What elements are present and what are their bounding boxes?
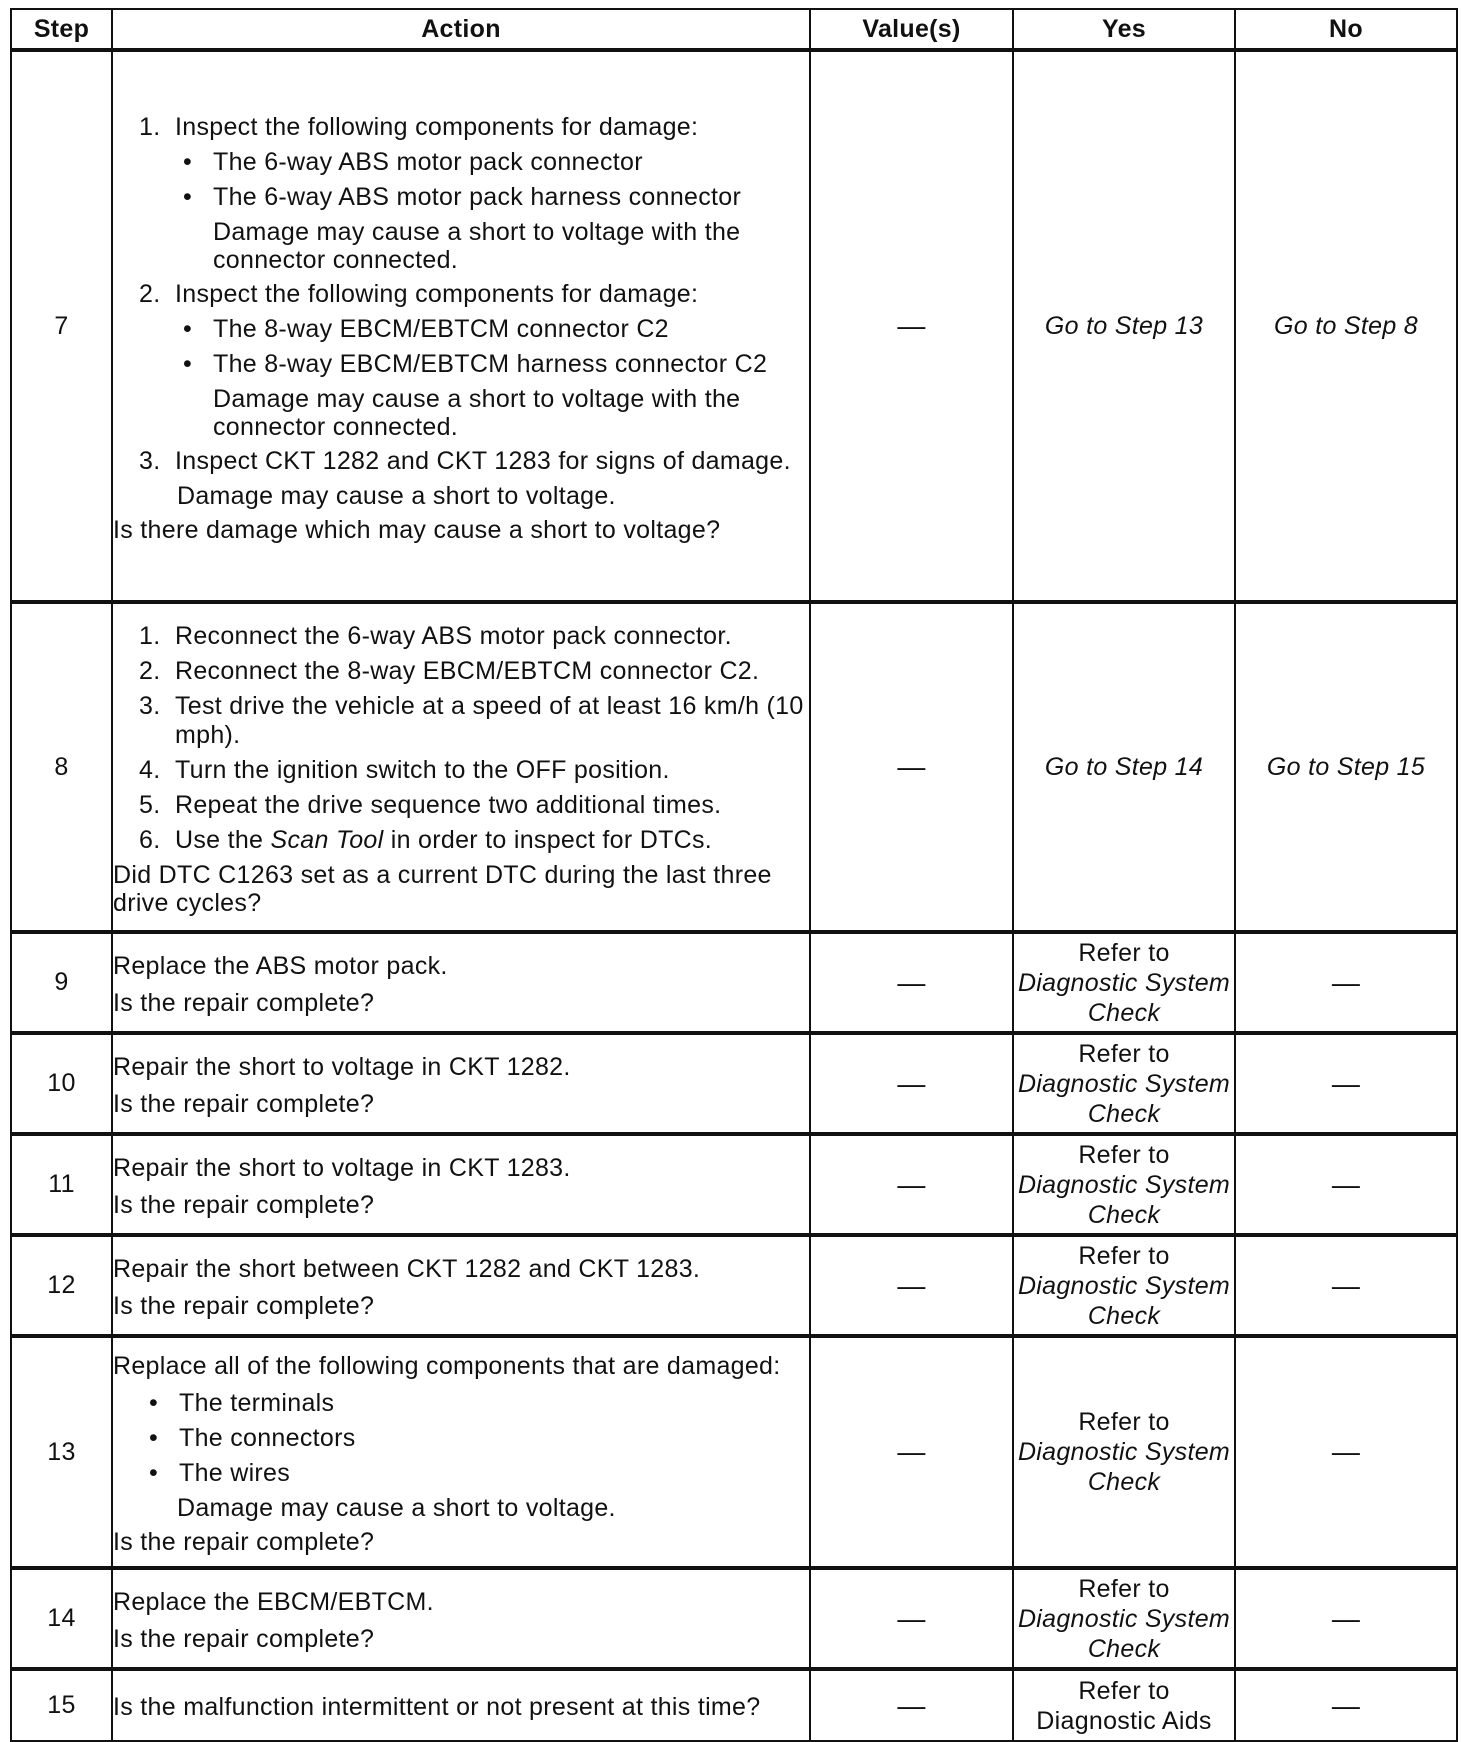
action-cell — [112, 1669, 810, 1741]
table-row-step-12 — [11, 1235, 1457, 1336]
action-cell — [112, 1235, 810, 1336]
no-cell: — — [1235, 1336, 1457, 1568]
yes-target: Diagnostic Aids — [1036, 1706, 1212, 1735]
action-cell — [112, 932, 810, 1033]
action-cell — [112, 1033, 810, 1134]
value-cell: — — [810, 1336, 1013, 1568]
yes-cell — [1013, 1568, 1235, 1669]
yes-target: Diagnostic System Check — [1017, 1271, 1231, 1330]
value-cell: — — [810, 1134, 1013, 1235]
bullet-text: The terminals — [179, 1389, 335, 1417]
yes-cell — [1013, 1235, 1235, 1336]
value-cell: — — [810, 1235, 1013, 1336]
step-number: 11 — [11, 1134, 112, 1235]
value-cell: — — [810, 1033, 1013, 1134]
step-number: 13 — [11, 1336, 112, 1568]
action-cell — [112, 1568, 810, 1669]
no-cell: — — [1235, 1134, 1457, 1235]
question-text: Is the repair complete? — [113, 1191, 375, 1219]
step-number: 9 — [11, 932, 112, 1033]
diagnostic-page — [10, 8, 1456, 1735]
scan-tool-term: Scan Tool — [270, 825, 384, 854]
list-item — [139, 280, 809, 309]
damage-note: Damage may cause a short to voltage. — [177, 481, 616, 510]
bullet-icon: • — [149, 1459, 159, 1487]
header-row — [11, 9, 1457, 50]
item-number: 2. — [139, 279, 161, 308]
question-text: Is the repair complete? — [113, 1528, 375, 1556]
bullet-text: The connectors — [179, 1424, 356, 1452]
item-text: Inspect CKT 1282 and CKT 1283 for signs of damage. — [175, 446, 791, 475]
yes-cell: Go to Step 14 — [1013, 602, 1235, 932]
question-text: Is there damage which may cause a short to voltage? — [113, 515, 721, 544]
item-number: 5. — [139, 790, 161, 819]
damage-note: Damage may cause a short to voltage with the connector connected. — [213, 384, 741, 441]
question-text: Did DTC C1263 set as a current DTC during the last three drive cycles? — [113, 860, 772, 917]
statement-text: Replace the EBCM/EBTCM. — [113, 1588, 434, 1616]
yes-refer: Refer to — [1078, 1676, 1170, 1705]
item-text-post: in order to inspect for DTCs. — [383, 825, 713, 854]
question-text: Is the malfunction intermittent or not present at this time? — [113, 1692, 761, 1721]
bullet-item — [149, 1459, 809, 1488]
header-no: No — [1235, 9, 1457, 50]
item-number: 3. — [139, 691, 161, 720]
bullet-text: The 6-way ABS motor pack connector — [213, 147, 643, 176]
step-number: 15 — [11, 1669, 112, 1741]
bullet-item — [149, 1424, 809, 1453]
yes-cell — [1013, 1669, 1235, 1741]
bullet-text: The 8-way EBCM/EBTCM harness connector C2 — [213, 349, 768, 378]
item-number: 1. — [139, 112, 161, 141]
statement-text: Repair the short to voltage in CKT 1282. — [113, 1053, 571, 1081]
table-row-step-15 — [11, 1669, 1457, 1741]
item-text-pre: Use the — [175, 825, 271, 854]
bullet-text: The 6-way ABS motor pack harness connector — [213, 182, 742, 211]
list-item — [139, 791, 809, 820]
no-cell: Go to Step 15 — [1235, 602, 1457, 932]
bullet-text: The wires — [179, 1459, 291, 1487]
list-item — [139, 447, 809, 476]
step-number: 10 — [11, 1033, 112, 1134]
no-cell: — — [1235, 1235, 1457, 1336]
bullet-item — [183, 350, 809, 379]
item-number: 2. — [139, 656, 161, 685]
no-cell: — — [1235, 1568, 1457, 1669]
bullet-icon: • — [149, 1424, 159, 1452]
bullet-icon: • — [149, 1389, 159, 1417]
statement-text: Replace the ABS motor pack. — [113, 952, 448, 980]
value-cell: — — [810, 932, 1013, 1033]
header-values: Value(s) — [810, 9, 1013, 50]
bullet-item — [183, 183, 809, 212]
bullet-icon: • — [183, 314, 193, 343]
yes-target: Diagnostic System Check — [1017, 968, 1231, 1027]
item-text: Inspect the following components for damage: — [175, 279, 699, 308]
question-text: Is the repair complete? — [113, 1090, 375, 1118]
value-cell: — — [810, 1669, 1013, 1741]
item-text: Inspect the following components for damage: — [175, 112, 699, 141]
list-item — [139, 692, 809, 750]
value-cell: — — [810, 1568, 1013, 1669]
action-cell — [112, 50, 810, 602]
yes-refer: Refer to — [1078, 1039, 1170, 1068]
yes-target: Diagnostic System Check — [1017, 1604, 1231, 1663]
bullet-icon: • — [183, 147, 193, 176]
item-number: 4. — [139, 755, 161, 784]
bullet-text: The 8-way EBCM/EBTCM connector C2 — [213, 314, 669, 343]
step-number: 8 — [11, 602, 112, 932]
no-cell: — — [1235, 1669, 1457, 1741]
no-cell: — — [1235, 932, 1457, 1033]
table-row-step-7 — [11, 50, 1457, 602]
table-row-step-10 — [11, 1033, 1457, 1134]
yes-refer: Refer to — [1078, 1574, 1170, 1603]
table-row-step-14 — [11, 1568, 1457, 1669]
yes-target: Diagnostic System Check — [1017, 1170, 1231, 1229]
question-text: Is the repair complete? — [113, 1292, 375, 1320]
yes-target: Diagnostic System Check — [1017, 1069, 1231, 1128]
item-number: 6. — [139, 825, 161, 854]
bullet-item — [183, 315, 809, 344]
bullet-item — [149, 1389, 809, 1418]
list-item — [139, 622, 809, 651]
damage-note: Damage may cause a short to voltage with the connector connected. — [213, 217, 741, 274]
statement-text: Replace all of the following components that are damaged: — [113, 1352, 781, 1380]
value-cell: — — [810, 50, 1013, 602]
bullet-item — [183, 148, 809, 177]
item-text: Repeat the drive sequence two additional times. — [175, 790, 722, 819]
yes-refer: Refer to — [1078, 938, 1170, 967]
item-text: Turn the ignition switch to the OFF position. — [175, 755, 670, 784]
table-row-step-13 — [11, 1336, 1457, 1568]
statement-text: Repair the short to voltage in CKT 1283. — [113, 1154, 571, 1182]
bullet-icon: • — [183, 182, 193, 211]
no-cell: Go to Step 8 — [1235, 50, 1457, 602]
table-row-step-9 — [11, 932, 1457, 1033]
header-yes: Yes — [1013, 9, 1235, 50]
table-row-step-8 — [11, 602, 1457, 932]
header-step: Step — [11, 9, 112, 50]
action-cell — [112, 1134, 810, 1235]
yes-cell — [1013, 932, 1235, 1033]
value-cell: — — [810, 602, 1013, 932]
action-cell — [112, 1336, 810, 1568]
list-item — [139, 756, 809, 785]
step-number: 7 — [11, 50, 112, 602]
yes-cell — [1013, 1134, 1235, 1235]
list-item — [139, 113, 809, 142]
diagnostic-table — [10, 8, 1458, 1742]
damage-note: Damage may cause a short to voltage. — [177, 1494, 616, 1522]
item-text — [175, 826, 809, 855]
question-text: Is the repair complete? — [113, 1625, 375, 1653]
yes-target: Diagnostic System Check — [1017, 1438, 1231, 1496]
yes-cell — [1013, 1336, 1235, 1568]
header-action: Action — [112, 9, 810, 50]
yes-cell: Go to Step 13 — [1013, 50, 1235, 602]
yes-cell — [1013, 1033, 1235, 1134]
action-cell — [112, 602, 810, 932]
step-number: 12 — [11, 1235, 112, 1336]
question-text: Is the repair complete? — [113, 989, 375, 1017]
table-row-step-11 — [11, 1134, 1457, 1235]
no-cell: — — [1235, 1033, 1457, 1134]
item-text: Test drive the vehicle at a speed of at least 16 km/h (10 mph). — [175, 691, 804, 749]
yes-refer: Refer to — [1078, 1140, 1170, 1169]
list-item — [139, 826, 809, 855]
statement-text: Repair the short between CKT 1282 and CKT 1283. — [113, 1255, 701, 1283]
yes-refer: Refer to — [1078, 1241, 1170, 1270]
item-number: 1. — [139, 621, 161, 650]
item-text: Reconnect the 6-way ABS motor pack connector. — [175, 621, 732, 650]
bullet-icon: • — [183, 349, 193, 378]
list-item — [139, 657, 809, 686]
step-number: 14 — [11, 1568, 112, 1669]
item-text: Reconnect the 8-way EBCM/EBTCM connector C2. — [175, 656, 760, 685]
yes-refer: Refer to — [1078, 1408, 1170, 1436]
item-number: 3. — [139, 446, 161, 475]
